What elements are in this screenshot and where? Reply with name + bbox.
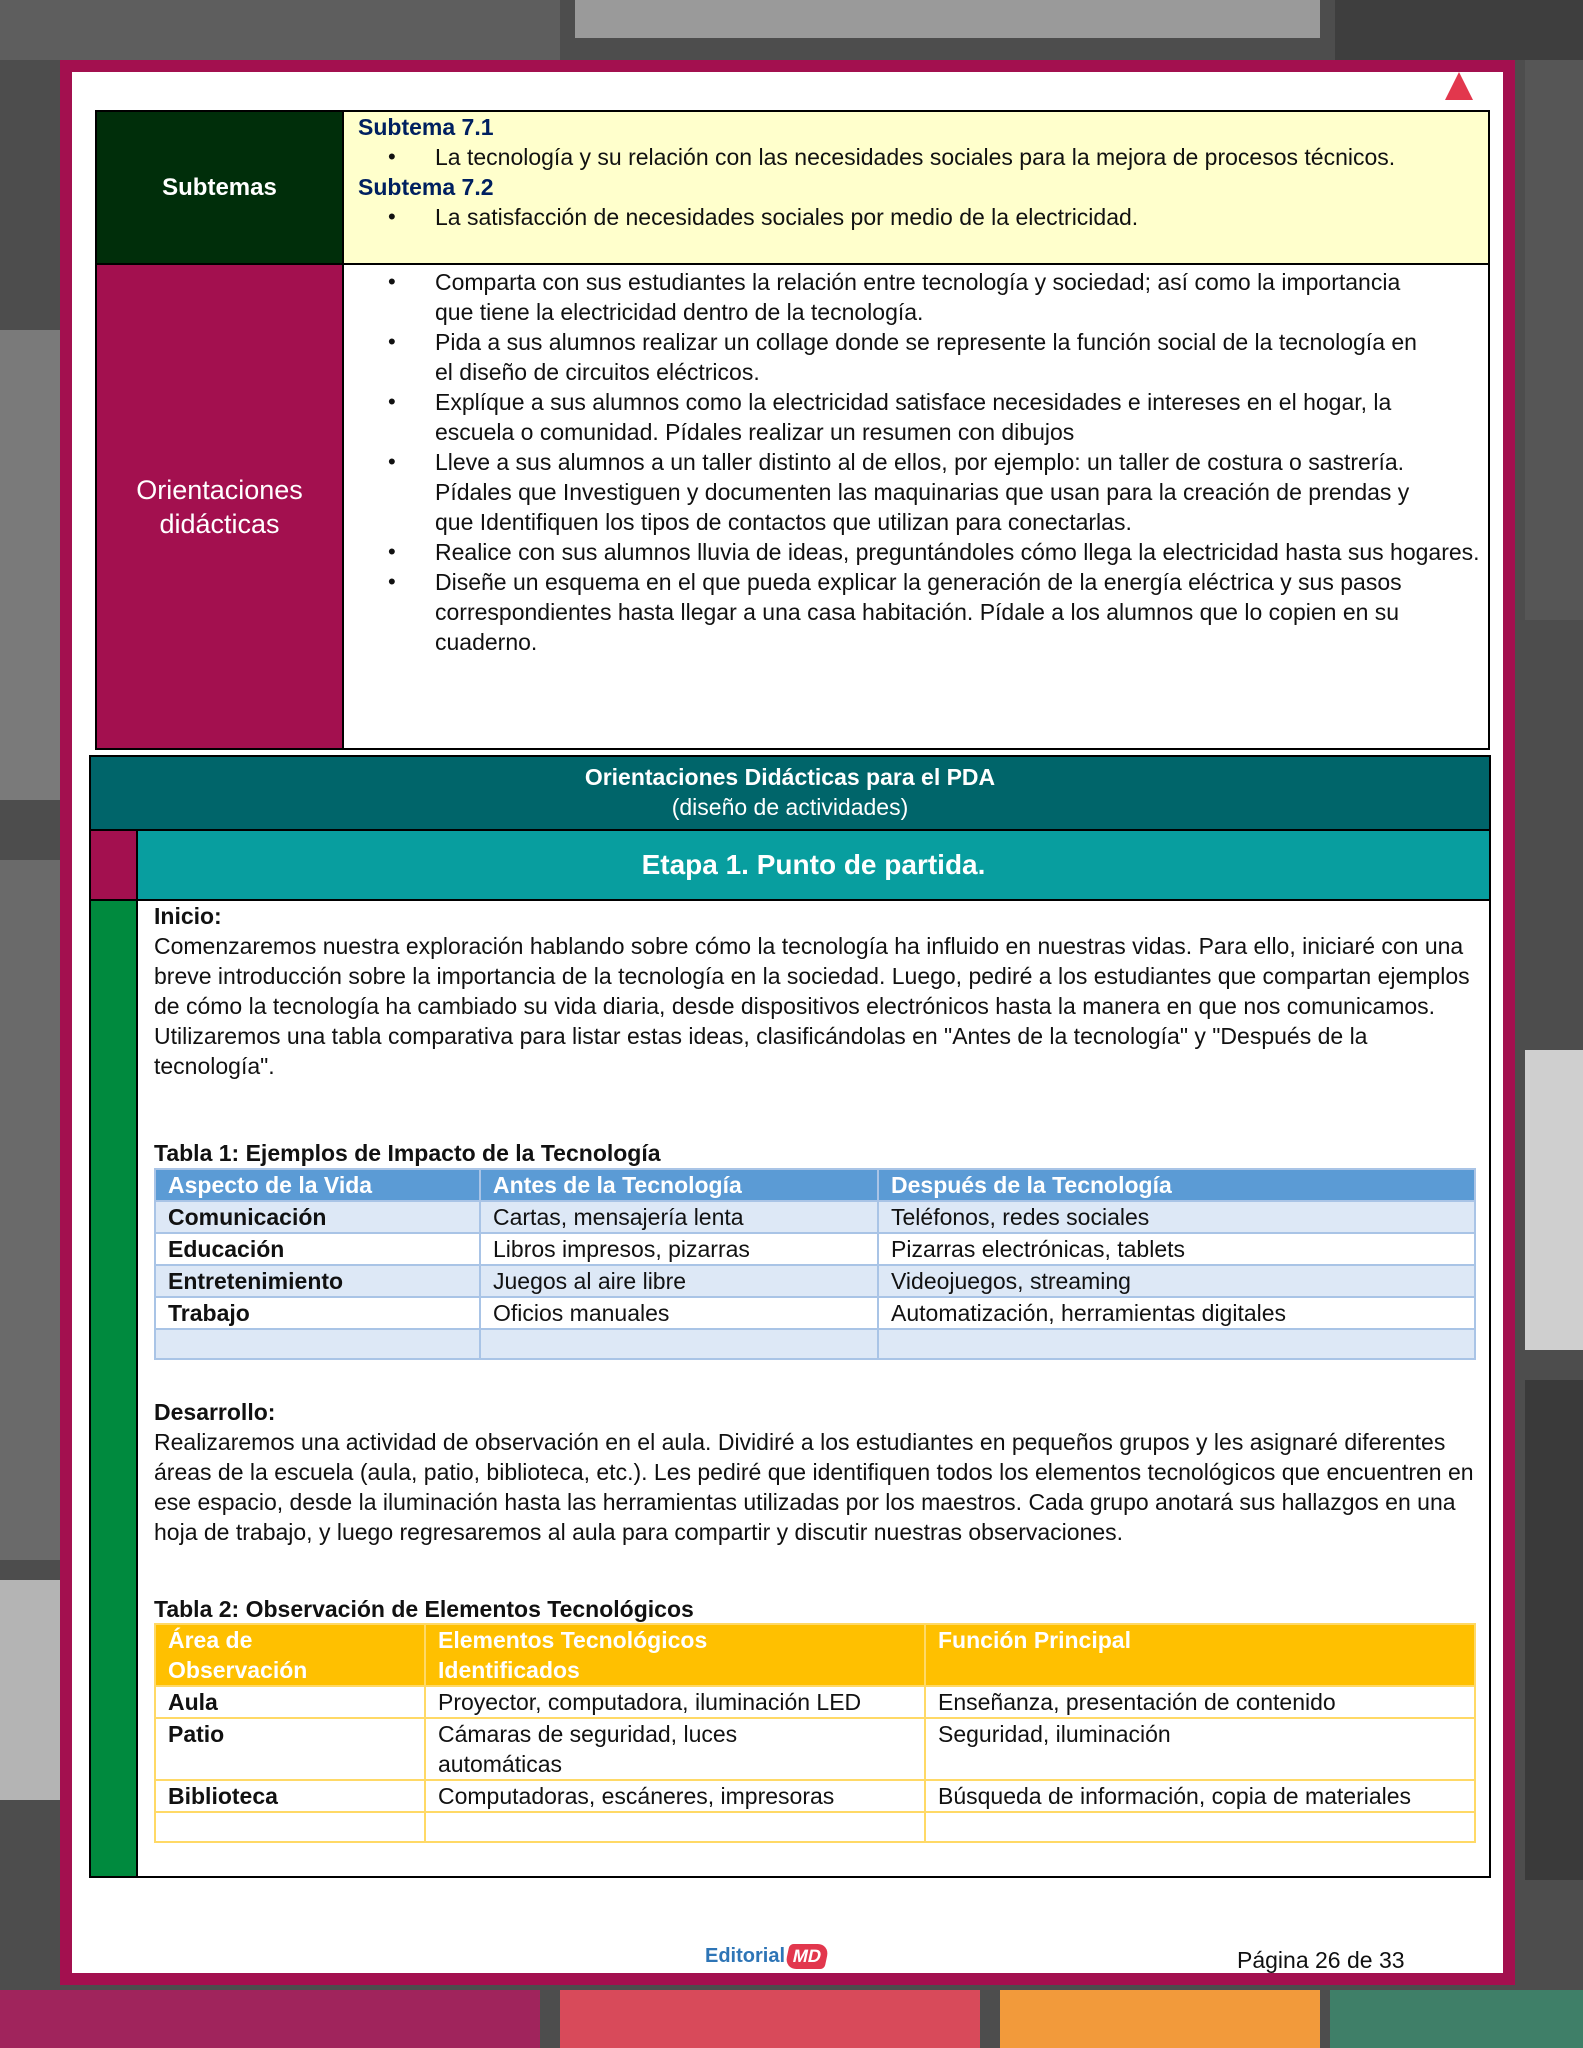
pda-content	[138, 901, 1489, 1876]
tabla1-title: Tabla 1: Ejemplos de Impacto de la Tecnología	[154, 1140, 661, 1166]
bg-block	[560, 1990, 980, 2048]
etapa-title: Etapa 1. Punto de partida.	[641, 849, 986, 880]
list-item: • La satisfacción de necesidades sociales por medio de la electricidad.	[344, 202, 1488, 232]
table-cell: Proyector, computadora, iluminación LED	[425, 1686, 925, 1718]
document-page	[60, 60, 1515, 1985]
table-row	[155, 1686, 1475, 1718]
desarrollo-block	[154, 1397, 1474, 1547]
editorial-logo-mark: MD	[784, 1944, 829, 1969]
table-cell: Juegos al aire libre	[480, 1265, 878, 1297]
table-cell: Libros impresos, pizarras	[480, 1233, 878, 1265]
list-item: • La tecnología y su relación con las necesidades sociales para la mejora de procesos técnicos.	[344, 142, 1488, 172]
table-row	[155, 1718, 1475, 1780]
table-cell	[155, 1329, 480, 1359]
orientaciones-label-line1: Orientaciones	[136, 474, 303, 505]
table-row-empty	[155, 1329, 1475, 1359]
pda-section	[89, 755, 1491, 1878]
subtema-7-1-list	[344, 142, 1488, 172]
table-row	[155, 1265, 1475, 1297]
table-row	[155, 1201, 1475, 1233]
bg-block	[1525, 60, 1583, 620]
table-header-cell: Después de la Tecnología	[878, 1169, 1475, 1201]
table-cell: Entretenimiento	[155, 1265, 480, 1297]
bg-block	[1525, 1050, 1583, 1350]
orientaciones-content	[344, 265, 1488, 748]
orientaciones-label-cell	[97, 265, 344, 748]
table-header-row	[155, 1169, 1475, 1201]
list-item: • Diseñe un esquema en el que pueda explicar la generación de la energía eléctrica y sus pasos correspondientes hasta llegar a una casa habitación. Pídale a los alumnos que lo copien en su cuaderno.	[344, 567, 1488, 657]
pda-title: Orientaciones Didácticas para el PDA	[584, 764, 996, 790]
etapa-accent	[91, 829, 138, 901]
subtemas-content	[344, 112, 1488, 265]
table-cell: Seguridad, iluminación	[925, 1718, 1475, 1780]
table-cell: Pizarras electrónicas, tablets	[878, 1233, 1475, 1265]
list-item: • Explíque a sus alumnos como la electricidad satisface necesidades e intereses en el hogar, la escuela o comunidad. Pídales realizar un resumen con dibujos	[344, 387, 1488, 447]
pda-header	[91, 757, 1489, 829]
orientaciones-label-line2: didácticas	[159, 508, 280, 539]
inicio-heading: Inicio:	[154, 903, 222, 929]
inicio-block	[154, 901, 1474, 1081]
editorial-logo	[705, 1939, 827, 1973]
table-header-cell: Elementos Tecnológicos Identificados	[425, 1624, 925, 1686]
editorial-logo-text: Editorial	[705, 1944, 786, 1967]
list-item: • Pida a sus alumnos realizar un collage donde se represente la función social de la tecnología en el diseño de circuitos eléctricos.	[344, 327, 1488, 387]
table-cell: Educación	[155, 1233, 480, 1265]
bg-block	[0, 1990, 540, 2048]
table-cell: Teléfonos, redes sociales	[878, 1201, 1475, 1233]
table-cell: Automatización, herramientas digitales	[878, 1297, 1475, 1329]
table-cell: Cartas, mensajería lenta	[480, 1201, 878, 1233]
desarrollo-heading: Desarrollo:	[154, 1399, 276, 1425]
bg-block	[1000, 1990, 1320, 2048]
subtema-7-2-list	[344, 202, 1488, 232]
bg-block	[1525, 1380, 1583, 1880]
table-cell	[425, 1812, 925, 1842]
table-cell	[878, 1329, 1475, 1359]
table-cell: Patio	[155, 1718, 425, 1780]
green-side-bar	[91, 901, 138, 1876]
corner-decoration	[1445, 72, 1473, 100]
table-header-cell: Antes de la Tecnología	[480, 1169, 878, 1201]
table-cell: Búsqueda de información, copia de materiales	[925, 1780, 1475, 1812]
table-row	[155, 1780, 1475, 1812]
table-cell: Trabajo	[155, 1297, 480, 1329]
table-header-cell: Aspecto de la Vida	[155, 1169, 480, 1201]
orientaciones-list	[344, 267, 1488, 657]
table-cell	[480, 1329, 878, 1359]
bg-block	[0, 1580, 60, 1800]
pda-subtitle: (diseño de actividades)	[671, 794, 909, 820]
page-number: Página 26 de 33	[1237, 1947, 1405, 1973]
table-row	[155, 1233, 1475, 1265]
table-row-empty	[155, 1812, 1475, 1842]
table-cell	[155, 1812, 425, 1842]
subtemas-label: Subtemas	[162, 173, 277, 201]
subtemas-label-cell	[97, 112, 344, 265]
bg-block	[0, 0, 560, 60]
tabla2-title: Tabla 2: Observación de Elementos Tecnológicos	[154, 1596, 694, 1622]
subtemas-table	[95, 110, 1490, 750]
table-cell: Biblioteca	[155, 1780, 425, 1812]
bg-block	[1330, 1990, 1583, 2048]
table-header-cell: Función Principal	[925, 1624, 1475, 1686]
tabla1	[154, 1168, 1476, 1360]
bg-block	[0, 330, 60, 800]
table-row	[155, 1297, 1475, 1329]
subtema-7-2-title: Subtema 7.2	[358, 174, 494, 200]
etapa-banner	[138, 829, 1489, 901]
table-cell: Computadoras, escáneres, impresoras	[425, 1780, 925, 1812]
table-cell	[925, 1812, 1475, 1842]
table-cell: Videojuegos, streaming	[878, 1265, 1475, 1297]
bg-block	[1335, 0, 1583, 60]
desarrollo-text: Realizaremos una actividad de observación en el aula. Dividiré a los estudiantes en pequeños grupos y les asignaré diferentes áreas de la escuela (aula, patio, biblioteca, etc.). Les pediré que identifiquen todos los elementos tecnológicos que encuentren en ese espacio, desde la iluminación hasta las herramientas utilizadas por los maestros. Cada grupo anotará sus hallazgos en una hoja de trabajo, y luego regresaremos al aula para compartir y discutir nuestras observaciones.	[154, 1429, 1474, 1545]
table-header-cell: Área de Observación	[155, 1624, 425, 1686]
list-item: • Realice con sus alumnos lluvia de ideas, preguntándoles cómo llega la electricidad hasta sus hogares.	[344, 537, 1488, 567]
table-cell: Enseñanza, presentación de contenido	[925, 1686, 1475, 1718]
tabla2	[154, 1623, 1476, 1843]
list-item: • Lleve a sus alumnos a un taller distinto al de ellos, por ejemplo: un taller de costura o sastrería. Pídales que Investiguen y documenten las maquinarias que usan para la creación de prendas y que Identifiquen los tipos de contactos que utilizan para conectarlas.	[344, 447, 1488, 537]
inicio-text: Comenzaremos nuestra exploración hablando sobre cómo la tecnología ha influido en nuestras vidas. Para ello, iniciaré con una breve introducción sobre la importancia de la tecnología en la sociedad. Luego, pediré a los estudiantes que compartan ejemplos de cómo la tecnología ha cambiado su vida diaria, desde dispositivos electrónicos hasta la manera en que nos comunicamos. Utilizaremos una tabla comparativa para listar estas ideas, clasificándolas en "Antes de la tecnología" y "Después de la tecnología".	[154, 933, 1470, 1079]
table-cell: Aula	[155, 1686, 425, 1718]
list-item: • Comparta con sus estudiantes la relación entre tecnología y sociedad; así como la importancia que tiene la electricidad dentro de la tecnología.	[344, 267, 1488, 327]
bg-block	[575, 0, 1320, 38]
table-cell: Comunicación	[155, 1201, 480, 1233]
subtema-7-1-title: Subtema 7.1	[358, 114, 494, 140]
bg-block	[0, 860, 60, 1560]
table-cell: Oficios manuales	[480, 1297, 878, 1329]
table-cell: Cámaras de seguridad, luces automáticas	[425, 1718, 925, 1780]
table-header-row	[155, 1624, 1475, 1686]
